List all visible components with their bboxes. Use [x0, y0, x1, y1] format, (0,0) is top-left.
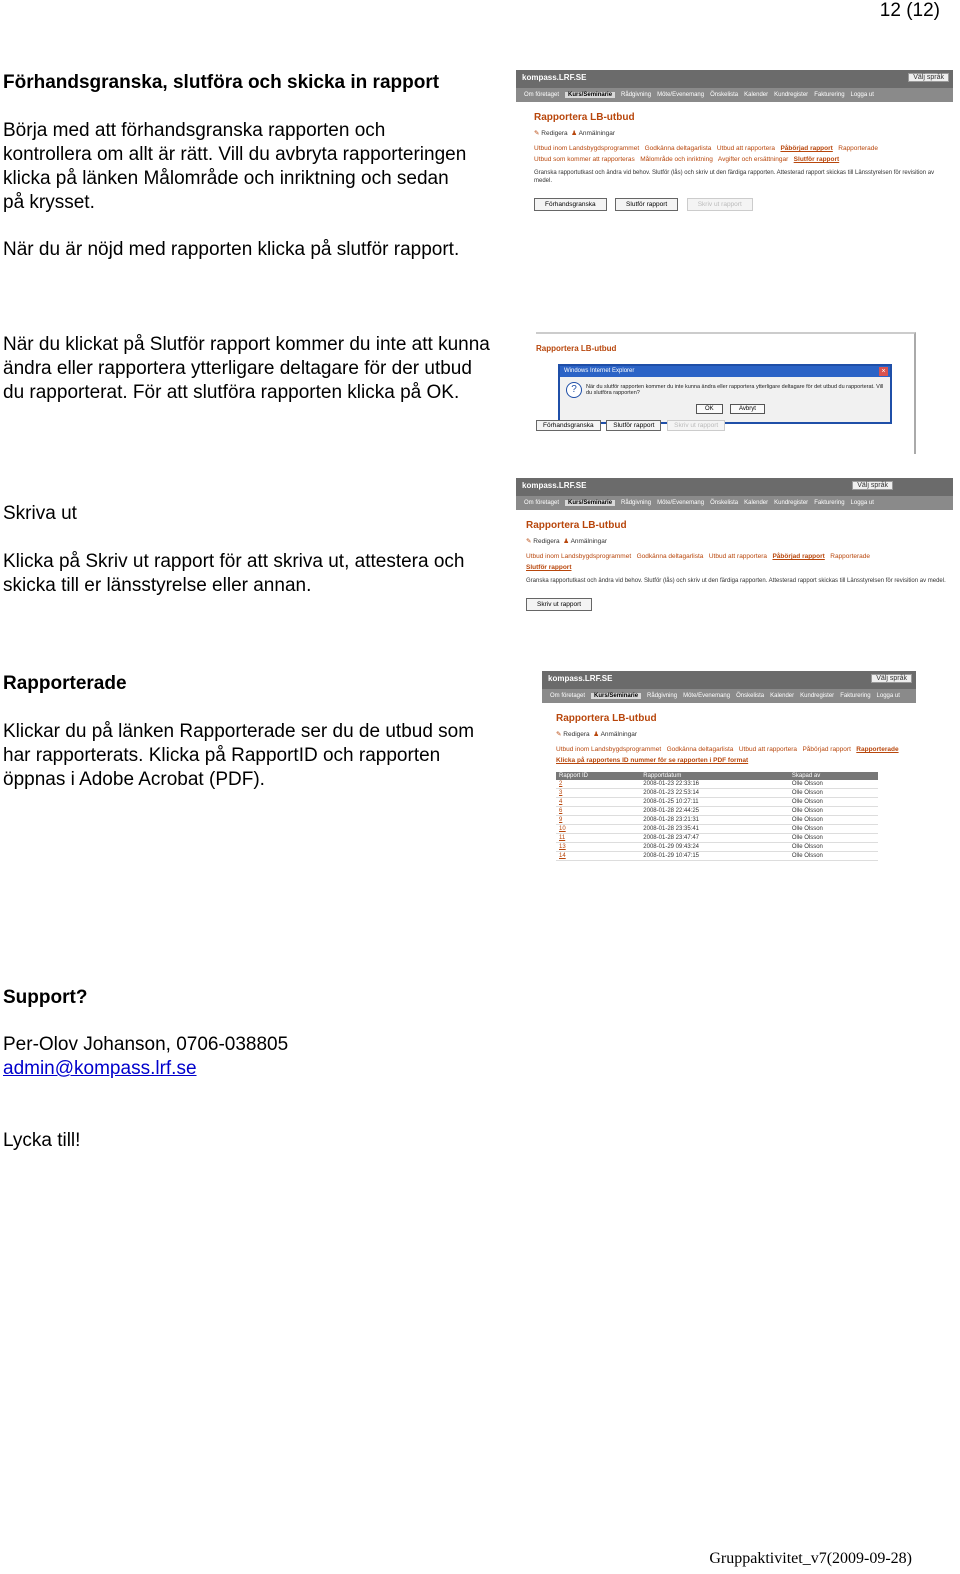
- finish-button: Slutför rapport: [615, 198, 678, 211]
- report-date: 2008-01-28 23:21:31: [640, 816, 789, 825]
- nav-links: Utbud inom Landsbygdsprogrammet Godkänna deltagarlista Utbud att rapportera Påbörjad rapport Rapporterade Utbud som kommer att rapporteras Målområde och inriktning Avgifter och ersättningar Slutför rapport: [534, 145, 878, 163]
- report-id-link: 9: [556, 816, 640, 825]
- screenshot-dialog: Rapportera LB-utbud Windows Internet Explorer × ? När du slutför rapporten kommer du inte kunna ändra eller rapportera ytterligare deltagare för det utbud du rapporterat. Vill du slutföra rapporten? OK Avbryt Förhandsgranska Slutför rapport Skriv ut rapport: [536, 332, 916, 454]
- dialog-ok-button: OK: [696, 404, 723, 414]
- report-date: 2008-01-29 09:43:24: [640, 843, 789, 852]
- support-heading: Support?: [3, 987, 88, 1008]
- question-icon: ?: [566, 382, 582, 398]
- support-contact: Per-Olov Johanson, 0706-038805: [3, 1034, 289, 1055]
- report-author: Olle Olsson: [789, 780, 878, 789]
- report-author: Olle Olsson: [789, 798, 878, 807]
- menu-bar: Om företaget Kurs/Seminarie Rådgivning Möte/Evenemang Önskelista Kalender Kundregister Fakturering Logga ut: [516, 88, 953, 102]
- report-author: Olle Olsson: [789, 807, 878, 816]
- report-id-link: 2: [556, 780, 640, 789]
- report-author: Olle Olsson: [789, 789, 878, 798]
- table-row: [556, 825, 878, 834]
- report-id-link: 4: [556, 798, 640, 807]
- screenshot-reported: kompass.LRF.SE Välj språk Om företaget Kurs/Seminarie Rådgivning Möte/Evenemang Önskelista Kalender Kundregister Fakturering Logga ut Rapportera LB-utbud ✎ Redigera ♟ Anmälningar Utbud inom Landsbygdsprogrammet Godkänna deltagarlista Utbud att rapportera Påbörjad rapport Rapporterade Klicka på rapportens ID nummer för se rapporten i PDF format Rapport ID Rapportdatum Skapad av 2 2008-01-23 22:33:16 Olle Olsson 3 2008-01-23 22:53:14 Olle Olsson 4 2008-01-25 10:27:11 Olle Olsson 6 2008-01-28 22:44:25 Olle Olsson 9 2008-01-28 23:21:31 Olle Olsson 10 2008-01-28 23:35:41 Olle Olsson 11 2008-01-28 23:47:47 Olle Olsson 13 2008-01-29 09:43:24 Olle Olsson 14 2008-01-29 10:47:15 Olle Olsson: [542, 671, 916, 906]
- language-select: Välj språk: [908, 73, 949, 82]
- report-id-link: 6: [556, 807, 640, 816]
- report-author: Olle Olsson: [789, 816, 878, 825]
- table-row: [556, 807, 878, 816]
- people-icon: ♟: [571, 130, 578, 137]
- print-heading: Skriva ut: [3, 503, 77, 524]
- screenshot-preview: [516, 70, 953, 252]
- report-date: 2008-01-28 23:47:47: [640, 834, 789, 843]
- screen-note: Granska rapportutkast och ändra vid behov. Slutför (lås) och skriv ut den färdiga rapporten. Attesterad rapport skickas till Länsstyrelsen för revisition av medel.: [534, 170, 935, 184]
- footer-version: Gruppaktivitet_v7(2009-09-28): [709, 1550, 912, 1567]
- report-date: 2008-01-25 10:27:11: [640, 798, 789, 807]
- reports-table: Rapport ID Rapportdatum Skapad av 2 2008-01-23 22:33:16 Olle Olsson 3 2008-01-23 22:53:14 Olle Olsson 4 2008-01-25 10:27:11 Olle Olsson 6 2008-01-28 22:44:25 Olle Olsson 9 2008-01-28 23:21:31 Olle Olsson 10 2008-01-28 23:35:41 Olle Olsson 11 2008-01-28 23:47:47 Olle Olsson 13 2008-01-29 09:43:24 Olle Olsson 14 2008-01-29 10:47:15 Olle Olsson: [556, 772, 878, 861]
- report-id-link: 13: [556, 843, 640, 852]
- page-number: 12 (12): [879, 0, 940, 21]
- report-date: 2008-01-29 10:47:15: [640, 852, 789, 861]
- report-date: 2008-01-28 22:44:25: [640, 807, 789, 816]
- kompass-logo: kompass.LRF.SE: [522, 73, 587, 82]
- report-id-link: 11: [556, 834, 640, 843]
- pencil-icon: ✎: [534, 130, 540, 137]
- confirm-paragraph: När du klickat på Slutför rapport kommer du inte att kunna ändra eller rapportera ytterligare deltagare för der utbud du rapporterat. För att slutföra rapporten klicka på OK.: [3, 334, 490, 403]
- table-row: [556, 843, 878, 852]
- report-author: Olle Olsson: [789, 852, 878, 861]
- table-row: [556, 798, 878, 807]
- table-row: [556, 789, 878, 798]
- report-id-link: 3: [556, 789, 640, 798]
- print-paragraph: Klicka på Skriv ut rapport för att skriva ut, attestera och skicka till er länsstyrelse eller annan.: [3, 551, 465, 596]
- preview-paragraph-2: När du är nöjd med rapporten klicka på slutför rapport.: [3, 239, 460, 260]
- print-button: Skriv ut rapport: [687, 198, 753, 211]
- close-icon: ×: [879, 367, 888, 376]
- reported-paragraph: Klickar du på länken Rapporterade ser du de utbud som har rapporterats. Klicka på RapportID och rapporten öppnas i Adobe Acrobat (PDF).: [3, 721, 475, 790]
- table-row: [556, 780, 878, 789]
- confirm-dialog: Windows Internet Explorer × ? När du slutför rapporten kommer du inte kunna ändra eller rapportera ytterligare deltagare för det utbud du rapporterat. Vill du slutföra rapporten? OK Avbryt: [558, 364, 892, 424]
- report-id-link: 14: [556, 852, 640, 861]
- closing-text: Lycka till!: [3, 1130, 81, 1151]
- reported-heading: Rapporterade: [3, 673, 127, 694]
- report-date: 2008-01-28 23:35:41: [640, 825, 789, 834]
- screenshot-print: kompass.LRF.SE Välj språk Om företaget Kurs/Seminarie Rådgivning Möte/Evenemang Önskelista Kalender Kundregister Fakturering Logga ut Rapportera LB-utbud ✎ Redigera ♟ Anmälningar Utbud inom Landsbygdsprogrammet Godkänna deltagarlista Utbud att rapportera Påbörjad rapport Rapporterade Slutför rapport Granska rapportutkast och ändra vid behov. Slutför (lås) och skriv ut den färdiga rapporten. Attesterad rapport skickas till Länsstyrelsen för revisition av medel. Skriv ut rapport: [516, 478, 953, 633]
- report-author: Olle Olsson: [789, 843, 878, 852]
- screen-title: Rapportera LB-utbud: [534, 112, 635, 123]
- preview-paragraph-1: Börja med att förhandsgranska rapporten och kontrollera om allt är rätt. Vill du avbryta rapporteringen klicka på länken Målområde och inriktning och sedan på krysset.: [3, 120, 467, 213]
- support-email-link[interactable]: admin@kompass.lrf.se: [3, 1058, 197, 1079]
- table-row: [556, 834, 878, 843]
- dialog-cancel-button: Avbryt: [730, 404, 765, 414]
- table-row: [556, 852, 878, 861]
- report-date: 2008-01-23 22:53:14: [640, 789, 789, 798]
- table-row: [556, 816, 878, 825]
- report-author: Olle Olsson: [789, 834, 878, 843]
- report-date: 2008-01-23 22:33:16: [640, 780, 789, 789]
- print-report-button: Skriv ut rapport: [526, 598, 592, 611]
- report-id-link: 10: [556, 825, 640, 834]
- report-author: Olle Olsson: [789, 825, 878, 834]
- preview-button: Förhandsgranska: [534, 198, 607, 211]
- tools-row: ✎ Redigera ♟ Anmälningar: [534, 130, 616, 137]
- section-heading-preview: Förhandsgranska, slutföra och skicka in rapport: [3, 72, 440, 93]
